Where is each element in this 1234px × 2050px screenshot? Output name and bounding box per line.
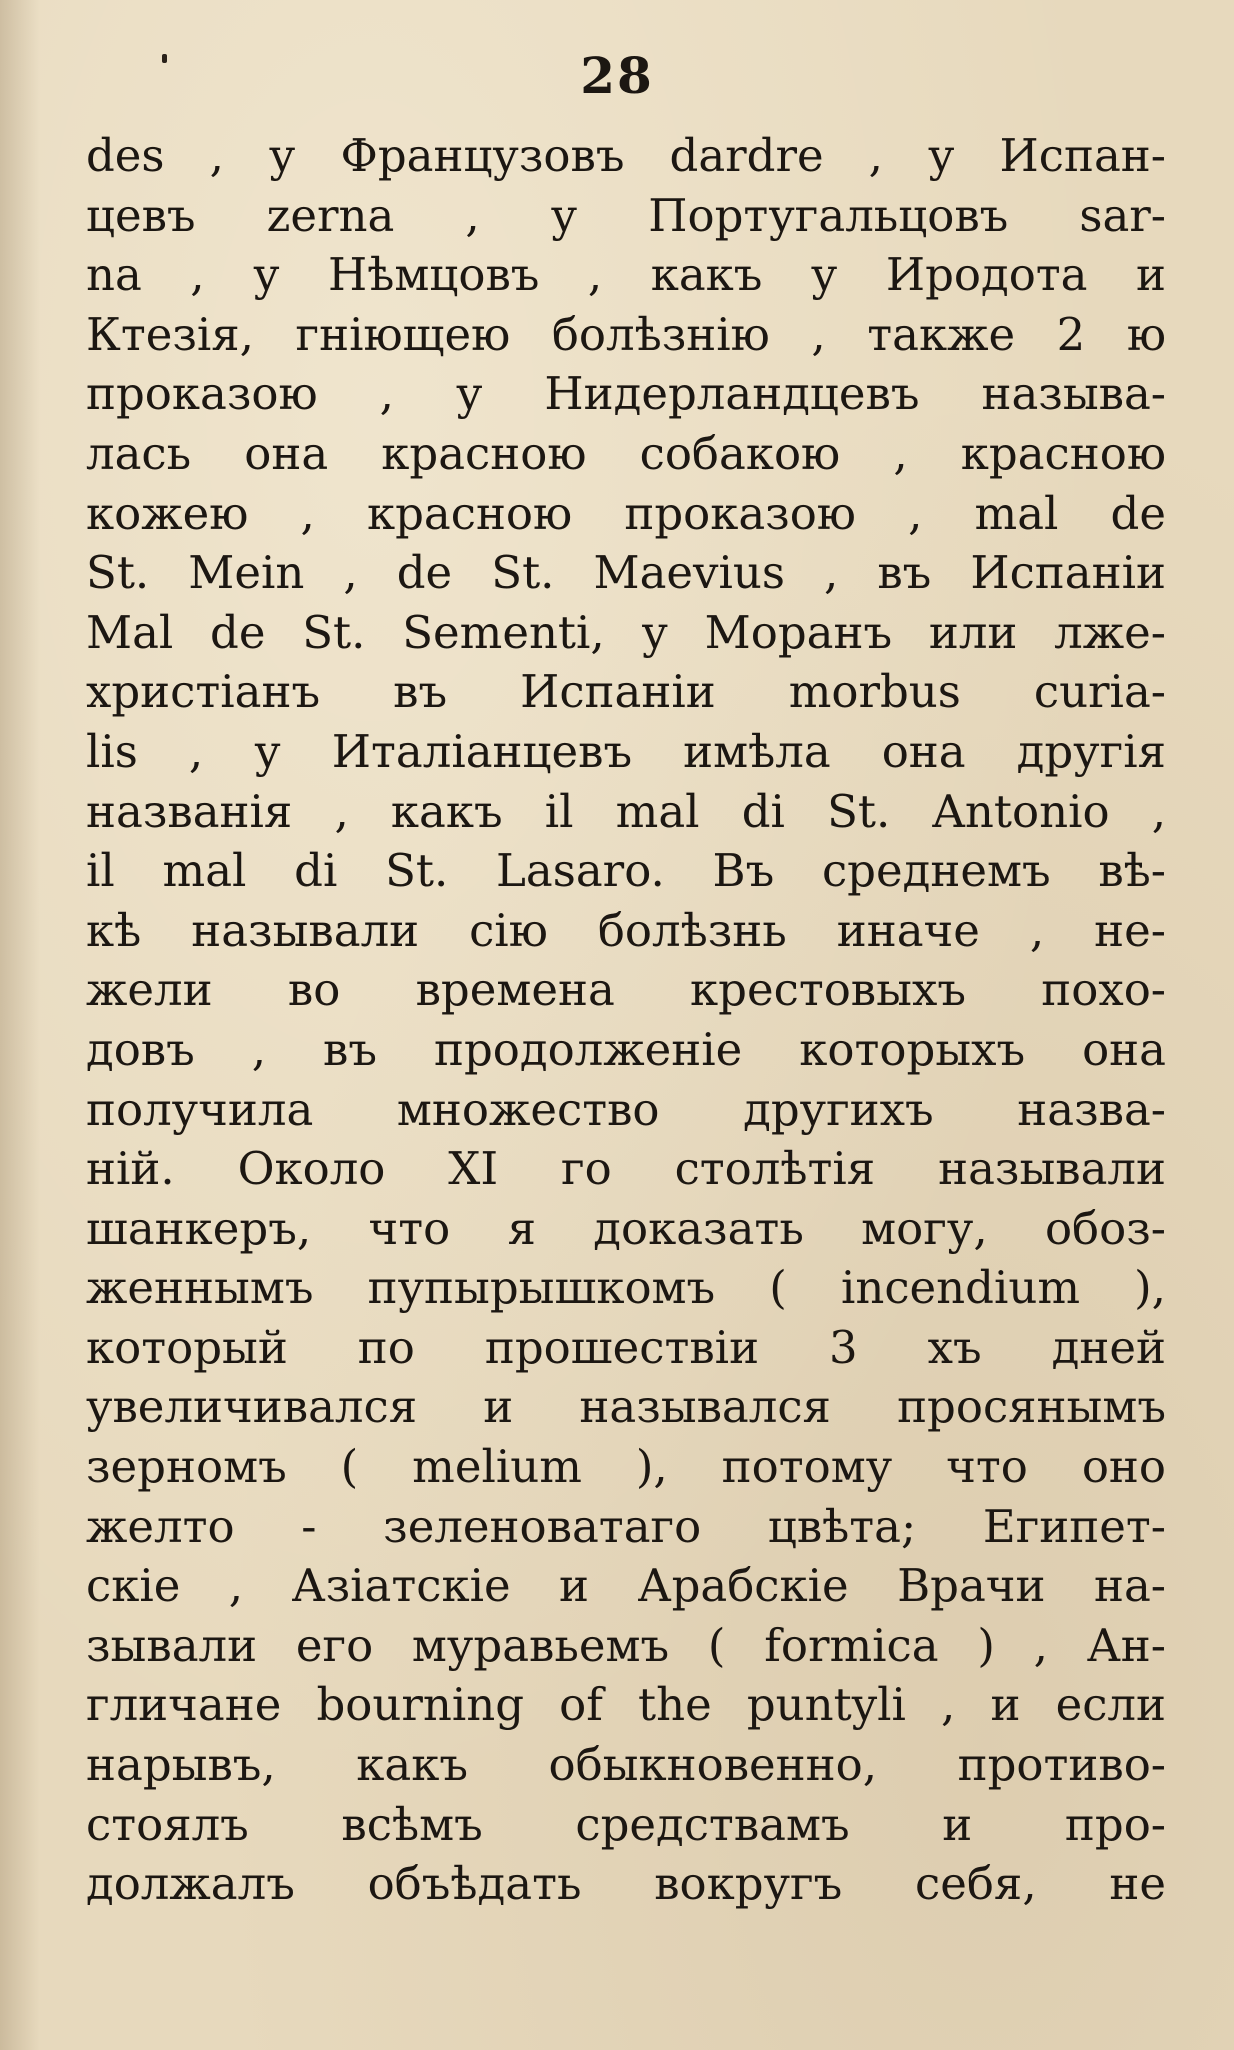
- text-line: кожею , красною проказою , mal de: [86, 486, 1166, 540]
- text-line: довъ , въ продолженіе которыхъ она: [86, 1022, 1166, 1076]
- text-line: который по прошествіи 3 хъ дней: [86, 1320, 1166, 1374]
- text-line: гличане bourning of the puntyli , и если: [86, 1678, 1166, 1732]
- text-line: il mal di St. Lasaro. Въ среднемъ вѣ-: [86, 844, 1166, 898]
- page-number: 28: [580, 46, 654, 105]
- text-line: зывали его муравьемъ ( formica ) , Ан-: [86, 1618, 1166, 1672]
- text-line: стоялъ всѣмъ средствамъ и про-: [86, 1797, 1166, 1851]
- text-line: цевъ zerna , у Португальцовъ sar-: [86, 188, 1166, 242]
- text-line: жели во времена крестовыхъ похо-: [86, 963, 1166, 1017]
- text-line: женнымъ пупырышкомъ ( incendium ),: [86, 1261, 1166, 1315]
- text-line: зерномъ ( melium ), потому что оно: [86, 1440, 1166, 1494]
- text-line: названія , какъ il mal di St. Antonio ,: [86, 784, 1166, 838]
- text-line: нарывъ, какъ обыкновенно, противо-: [86, 1738, 1166, 1792]
- text-line: увеличивался и назывался просянымъ: [86, 1380, 1166, 1434]
- text-line: кѣ называли сію болѣзнь иначе , не-: [86, 903, 1166, 957]
- text-line: des , у Французовъ dardre , у Испан-: [86, 129, 1166, 182]
- text-line: Ктезія, гніющею болѣзнію , также 2 ю: [86, 307, 1166, 361]
- text-line: скіе , Азіатскіе и Арабскіе Врачи на-: [86, 1559, 1166, 1613]
- text-line: шанкеръ, что я доказать могу, обоз-: [86, 1201, 1166, 1255]
- text-line: Mal de St. Sementi, у Моранъ или лже-: [86, 605, 1166, 659]
- text-line: лась она красною собакою , красною: [86, 426, 1166, 480]
- text-line: lis , у Италіанцевъ имѣла она другія: [86, 724, 1166, 778]
- page-edge-shadow: [0, 0, 40, 2050]
- text-line: должалъ объѣдать вокругъ себя, не: [86, 1857, 1166, 1911]
- text-line: получила множество другихъ назва-: [86, 1082, 1166, 1136]
- text-line: ній. Около XI го столѣтія называли: [86, 1142, 1166, 1196]
- text-line: St. Mein , de St. Maevius , въ Испаніи: [86, 546, 1166, 600]
- text-line: желто - зеленоватаго цвѣта; Египет-: [86, 1499, 1166, 1553]
- text-line: na , у Нѣмцовъ , какъ у Иродота и: [86, 248, 1166, 302]
- body-text: [86, 126, 1166, 1914]
- text-line: проказою , у Нидерландцевъ называ-: [86, 367, 1166, 421]
- text-line: христіанъ въ Испаніи morbus curia-: [86, 665, 1166, 719]
